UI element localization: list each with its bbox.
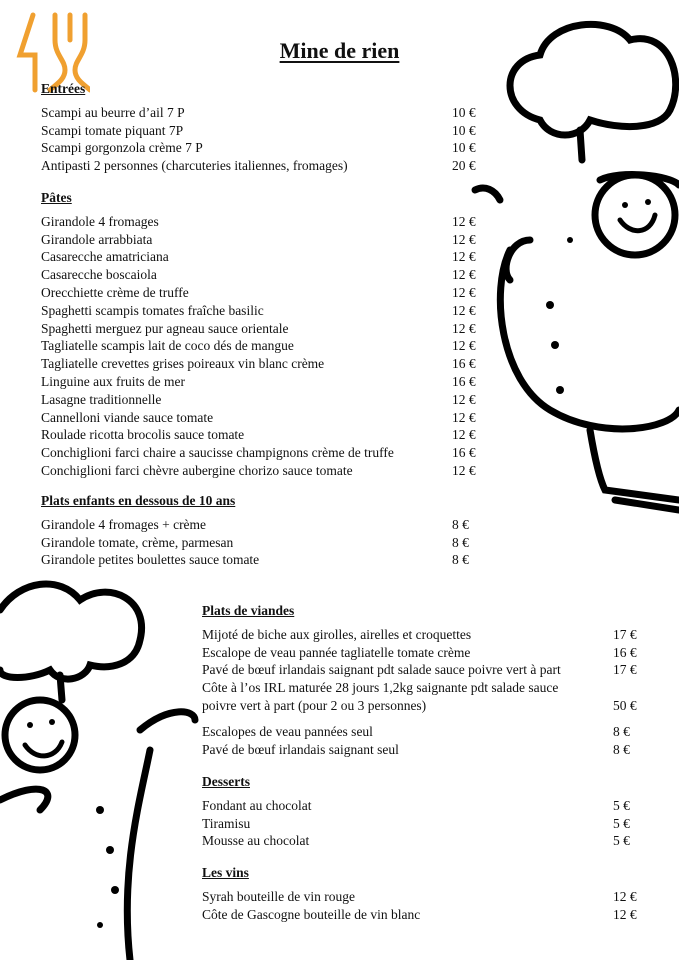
item-name: Fondant au chocolat [202,797,312,813]
item-name: Côte à l’os IRL maturée 28 jours 1,2kg saignante pdt salade sauce [202,680,559,696]
item-price: 5 € [613,797,630,813]
menu-item [202,741,639,759]
item-price: 5 € [613,833,630,849]
item-price: 8 € [613,741,630,757]
menu-item [41,231,478,249]
section-enfants [41,492,478,569]
menu-item [202,906,639,924]
menu-item [41,337,478,355]
item-price: 12 € [452,213,476,229]
item-name: Escalope de veau pannée tagliatelle tomate crème [202,644,471,660]
menu-item [41,373,478,391]
menu-item [202,661,639,679]
section-pates [41,189,478,480]
item-name: Girandole 4 fromages [41,213,159,229]
page-title: Mine de rien [279,38,400,63]
item-name: Escalopes de veau pannées seul [202,723,373,739]
item-name: Conchiglioni farci chaire a saucisse champignons crème de truffe [41,445,394,461]
item-price: 12 € [452,302,476,318]
section-heading: Les vins [202,865,249,880]
menu-item [41,284,478,302]
menu-item [202,797,639,815]
item-name: Conchiglioni farci chèvre aubergine chorizo sauce tomate [41,462,353,478]
item-price: 12 € [452,284,476,300]
item-name: Girandole petites boulettes sauce tomate [41,552,260,568]
menu-item [202,644,639,662]
item-name: Scampi tomate piquant 7P [41,122,184,138]
item-name: Antipasti 2 personnes (charcuteries italiennes, fromages) [41,158,348,174]
item-name: Pavé de bœuf irlandais saignant seul [202,741,399,757]
item-price: 16 € [613,644,637,660]
menu-item [41,122,478,140]
item-name: Tagliatelle scampis lait de coco dés de mangue [41,338,294,354]
menu-item [41,462,478,480]
section-entrees [41,80,478,175]
item-price: 10 € [452,140,476,156]
item-price: 10 € [452,122,476,138]
item-name: Tagliatelle crevettes grises poireaux vin blanc crème [41,356,325,372]
item-name: Girandole 4 fromages + crème [41,516,207,532]
section-viandes [202,602,639,758]
item-price: 12 € [452,320,476,336]
menu-item [41,391,478,409]
item-price: 12 € [613,888,637,904]
menu-item [41,409,478,427]
item-price: 12 € [452,249,476,265]
item-name: Scampi au beurre d’ail 7 P [41,104,185,120]
item-price: 12 € [452,338,476,354]
item-name: Mousse au chocolat [202,833,310,849]
item-price: 12 € [452,462,476,478]
menu-item [41,320,478,338]
item-price: 5 € [613,815,630,831]
item-price: 12 € [452,231,476,247]
item-name: Syrah bouteille de vin rouge [202,888,355,904]
item-price: 12 € [613,906,637,922]
section-heading: Plats de viandes [202,603,295,618]
item-name: Scampi gorgonzola crème 7 P [41,140,203,156]
item-name: Roulade ricotta brocolis sauce tomate [41,427,245,443]
section-vins [202,864,639,923]
item-price: 17 € [613,626,637,642]
menu-item [41,302,478,320]
menu-item [41,444,478,462]
item-price: 8 € [452,552,469,568]
menu-item [202,832,639,850]
menu-item [202,723,639,741]
menu-item [202,888,639,906]
item-price: 50 € [613,697,637,713]
section-heading: Desserts [202,774,250,789]
menu-item [41,355,478,373]
menu-item [41,266,478,284]
menu-item [41,213,478,231]
menu-item [41,516,478,534]
menu-item [41,534,478,552]
item-name: Girandole arrabbiata [41,231,153,247]
item-price: 20 € [452,158,476,174]
item-name: Girandole tomate, crème, parmesan [41,534,234,550]
item-price: 12 € [452,427,476,443]
item-price: 8 € [452,516,469,532]
item-price: 12 € [452,409,476,425]
menu-item [202,815,639,833]
menu-item [202,626,639,644]
menu-item [41,139,478,157]
chef-illustration-right [470,10,679,540]
item-price: 17 € [613,662,637,678]
item-price: 12 € [452,267,476,283]
item-price: 8 € [452,534,469,550]
item-name: Casarecche boscaiola [41,267,157,283]
menu-item [41,157,478,175]
item-price: 16 € [452,356,476,372]
section-heading: Pâtes [41,190,72,205]
item-name: Lasagne traditionnelle [41,391,162,407]
item-price: 12 € [452,391,476,407]
item-name: Pavé de bœuf irlandais saignant pdt salade sauce poivre vert à part [202,662,561,678]
item-name-continued: poivre vert à part (pour 2 ou 3 personnes) [202,697,427,713]
item-price: 16 € [452,445,476,461]
item-name: Côte de Gascogne bouteille de vin blanc [202,906,421,922]
menu-item-line [202,679,639,697]
item-name: Casarecche amatriciana [41,249,169,265]
item-name: Tiramisu [202,815,251,831]
menu-item [41,104,478,122]
section-desserts [202,773,639,850]
section-heading: Entrées [41,81,86,96]
menu-item [41,248,478,266]
section-heading: Plats enfants en dessous de 10 ans [41,493,236,508]
menu-item [41,551,478,569]
menu-item [41,426,478,444]
spacer [202,715,639,723]
item-price: 8 € [613,723,630,739]
item-name: Linguine aux fruits de mer [41,373,185,389]
menu-item [202,697,639,715]
item-name: Cannelloni viande sauce tomate [41,409,214,425]
item-name: Orecchiette crème de truffe [41,284,189,300]
item-name: Mijoté de biche aux girolles, airelles et croquettes [202,626,472,642]
item-name: Spaghetti merguez pur agneau sauce orientale [41,320,289,336]
chef-illustration-left [0,570,200,960]
item-price: 10 € [452,104,476,120]
item-price: 16 € [452,373,476,389]
item-name: Spaghetti scampis tomates fraîche basilic [41,302,264,318]
